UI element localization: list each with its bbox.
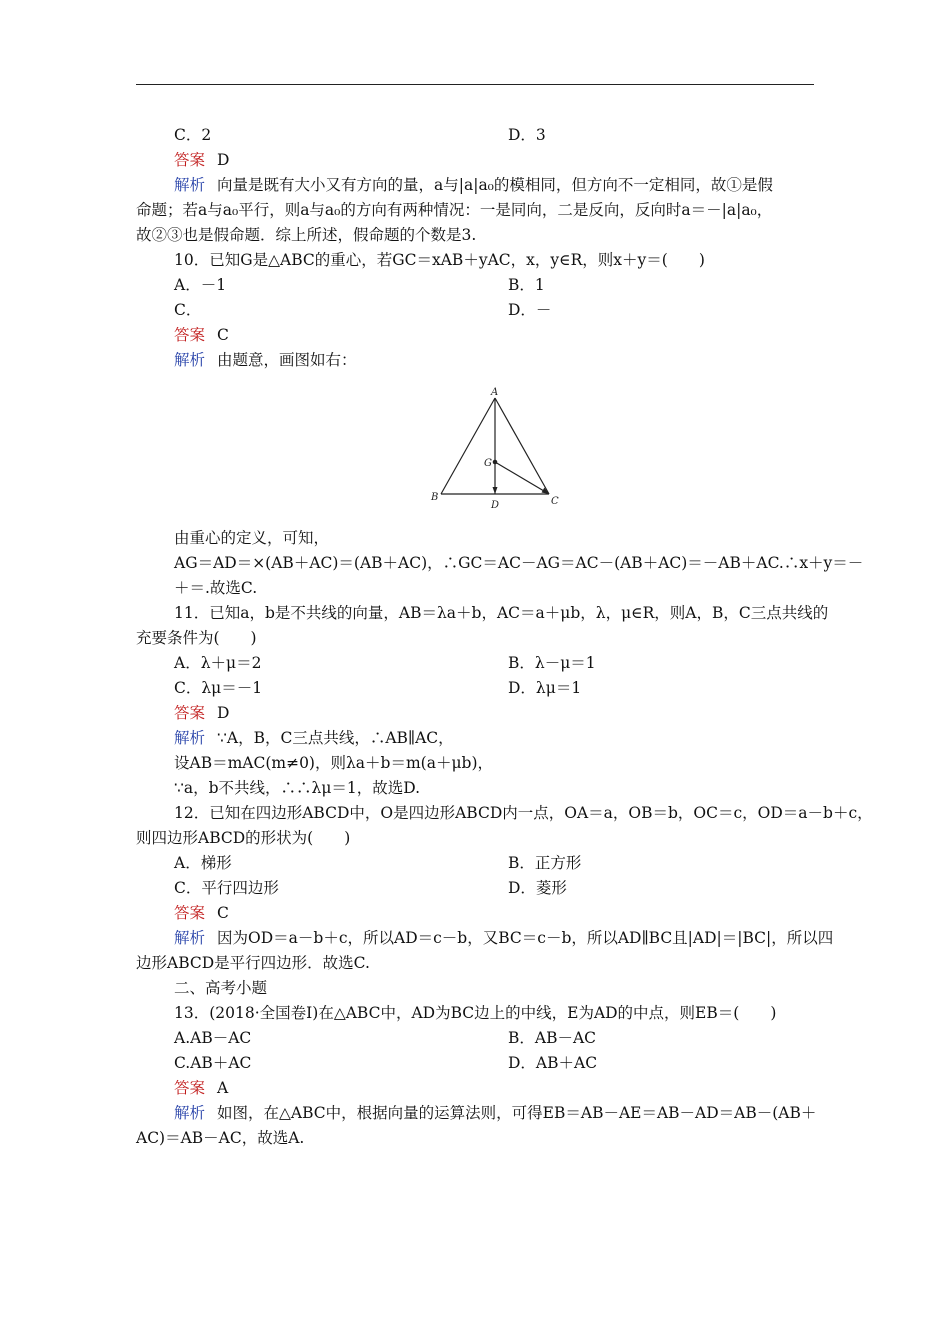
line-q11ob (508, 653, 596, 673)
line-q13oc (174, 1053, 251, 1073)
line-text: 向量是既有大小又有方向的量，a与|a|a₀的模相同，但方向不一定相同，故①是假 (217, 176, 773, 194)
line-text: 11．已知a，b是不共线的向量，AB＝λa＋b，AC＝a＋μb，λ，μ∈R，则A，B，C三点共线的 (174, 604, 829, 622)
line-text: AC)＝AB－AC，故选A. (136, 1129, 305, 1147)
line-text: 边形ABCD是平行四边形．故选C. (136, 954, 370, 972)
line-text: 由题意，画图如右： (217, 351, 357, 369)
line-text: D．菱形 (508, 879, 567, 897)
label-g: G (484, 458, 492, 469)
line-text: B．AB－AC (508, 1029, 597, 1047)
line-text: D (217, 151, 230, 169)
line-text: 13．(2018·全国卷Ⅰ)在△ABC中，AD为BC边上的中线，E为AD的中点，则EB＝( ) (174, 1004, 777, 1022)
line-text: A (217, 1079, 229, 1097)
analysis-tag: 解析 (174, 1104, 206, 1122)
edge-ab (441, 398, 495, 494)
line-q10b (508, 275, 545, 295)
label-b: B (431, 492, 439, 503)
line-q13exp2 (136, 1128, 304, 1148)
line-q9d (508, 125, 546, 145)
line-text: 因为OD＝a－b＋c，所以AD＝c－b，又BC＝c－b，所以AD∥BC且|AD|＝|BC|，所以四 (217, 929, 834, 947)
line-text: 由重心的定义，可知， (174, 529, 330, 547)
answer-tag: 答案 (174, 1079, 206, 1097)
line-q13exp1 (174, 1103, 816, 1123)
line-q9exp3 (136, 225, 476, 245)
line-text: 充要条件为( ) (136, 629, 257, 647)
line-q11oc (174, 678, 262, 698)
answer-tag: 答案 (174, 704, 206, 722)
line-text: 故②③也是假命题．综上所述，假命题的个数是3. (136, 226, 477, 244)
line-q12od (508, 878, 567, 898)
line-q11b (136, 628, 257, 648)
line-q9exp2 (136, 200, 772, 220)
label-c: C (551, 496, 559, 507)
analysis-tag: 解析 (174, 929, 206, 947)
triangle-figure (424, 384, 574, 514)
line-q11 (174, 603, 828, 623)
line-text: 12．已知在四边形ABCD中，O是四边形ABCD内一点，OA＝a，OB＝b，OC＝c，OD＝a－b＋c， (174, 804, 873, 822)
line-text: 则四边形ABCD的形状为( ) (136, 829, 351, 847)
line-q12exp2 (136, 953, 370, 973)
line-text: D．－ (508, 301, 552, 319)
line-q11oa (174, 653, 261, 673)
line-q10 (174, 250, 705, 270)
line-text: D．AB＋AC (508, 1054, 598, 1072)
line-text: 命题；若a与a₀平行，则a与a₀的方向有两种情况：一是同向，二是反向，反向时a＝－|a|a₀， (136, 201, 773, 219)
line-q10exp1 (174, 350, 357, 370)
analysis-tag: 解析 (174, 351, 206, 369)
line-text: ∵a，b不共线，∴∴λμ＝1，故选D. (174, 779, 421, 797)
arrow-d (493, 487, 498, 494)
label-a: A (491, 387, 499, 398)
line-q12ans (174, 903, 229, 923)
line-text: C.AB＋AC (174, 1054, 252, 1072)
line-q9c (174, 125, 211, 145)
line-q12oc (174, 878, 279, 898)
line-text: B．正方形 (508, 854, 582, 872)
line-q13 (174, 1003, 776, 1023)
line-q10d (508, 300, 551, 320)
line-q11exp1 (174, 728, 454, 748)
line-q10exp3 (174, 553, 863, 573)
analysis-tag: 解析 (174, 729, 206, 747)
line-text: C． (174, 301, 202, 319)
line-q12exp1 (174, 928, 833, 948)
edge-ac (495, 398, 549, 494)
line-q10c (174, 300, 201, 320)
line-q12 (174, 803, 873, 823)
line-q9ans (174, 150, 229, 170)
line-q13ob (508, 1028, 596, 1048)
line-text: C．2 (174, 126, 212, 144)
answer-tag: 答案 (174, 904, 206, 922)
line-q10exp4 (174, 578, 257, 598)
line-text: ＋＝.故选C. (174, 579, 258, 597)
line-text: B．λ－μ＝1 (508, 654, 596, 672)
line-q9exp1 (174, 175, 773, 195)
line-text: ∵A，B，C三点共线，∴AB∥AC， (217, 729, 454, 747)
line-text: A．－1 (174, 276, 227, 294)
line-text: D (217, 704, 230, 722)
line-text: B．1 (508, 276, 545, 294)
line-text: A．λ＋μ＝2 (174, 654, 262, 672)
answer-tag: 答案 (174, 151, 206, 169)
line-q12b (136, 828, 350, 848)
line-q10exp2 (174, 528, 329, 548)
line-text: C (217, 904, 229, 922)
line-q11exp2 (174, 753, 493, 773)
line-q13oa (174, 1028, 251, 1048)
vector-gc (495, 462, 549, 494)
line-text: 设AB＝mAC(m≠0)，则λa＋b＝m(a＋μb)， (174, 754, 493, 772)
answer-tag: 答案 (174, 326, 206, 344)
line-text: D．λμ＝1 (508, 679, 582, 697)
line-q13od (508, 1053, 597, 1073)
line-q13ans (174, 1078, 228, 1098)
line-text: 如图，在△ABC中，根据向量的运算法则，可得EB＝AB－AE＝AB－AD＝AB－(AB＋ (217, 1104, 817, 1122)
line-text: C (217, 326, 229, 344)
line-q11exp3 (174, 778, 420, 798)
analysis-tag: 解析 (174, 176, 206, 194)
line-sec2 (174, 978, 267, 998)
line-q10ans (174, 325, 229, 345)
line-text: A．梯形 (174, 854, 232, 872)
line-q10a (174, 275, 226, 295)
line-text: C．λμ＝－1 (174, 679, 263, 697)
line-q12oa (174, 853, 232, 873)
line-q12ob (508, 853, 581, 873)
line-text: D．3 (508, 126, 546, 144)
label-d: D (491, 500, 500, 511)
line-q11ans (174, 703, 229, 723)
header-rule (136, 84, 814, 85)
line-text: AG＝AD＝×(AB＋AC)＝(AB＋AC)，∴GC＝AC－AG＝AC－(AB＋AC)＝－AB＋AC.∴x＋y＝－ (174, 554, 864, 572)
line-q11od (508, 678, 581, 698)
line-text: 二、高考小题 (174, 979, 268, 997)
centroid-point (493, 460, 498, 465)
line-text: C．平行四边形 (174, 879, 279, 897)
line-text: A.AB－AC (174, 1029, 252, 1047)
line-text: 10．已知G是△ABC的重心，若GC＝xAB＋yAC，x，y∈R，则x＋y＝( ) (174, 251, 705, 269)
